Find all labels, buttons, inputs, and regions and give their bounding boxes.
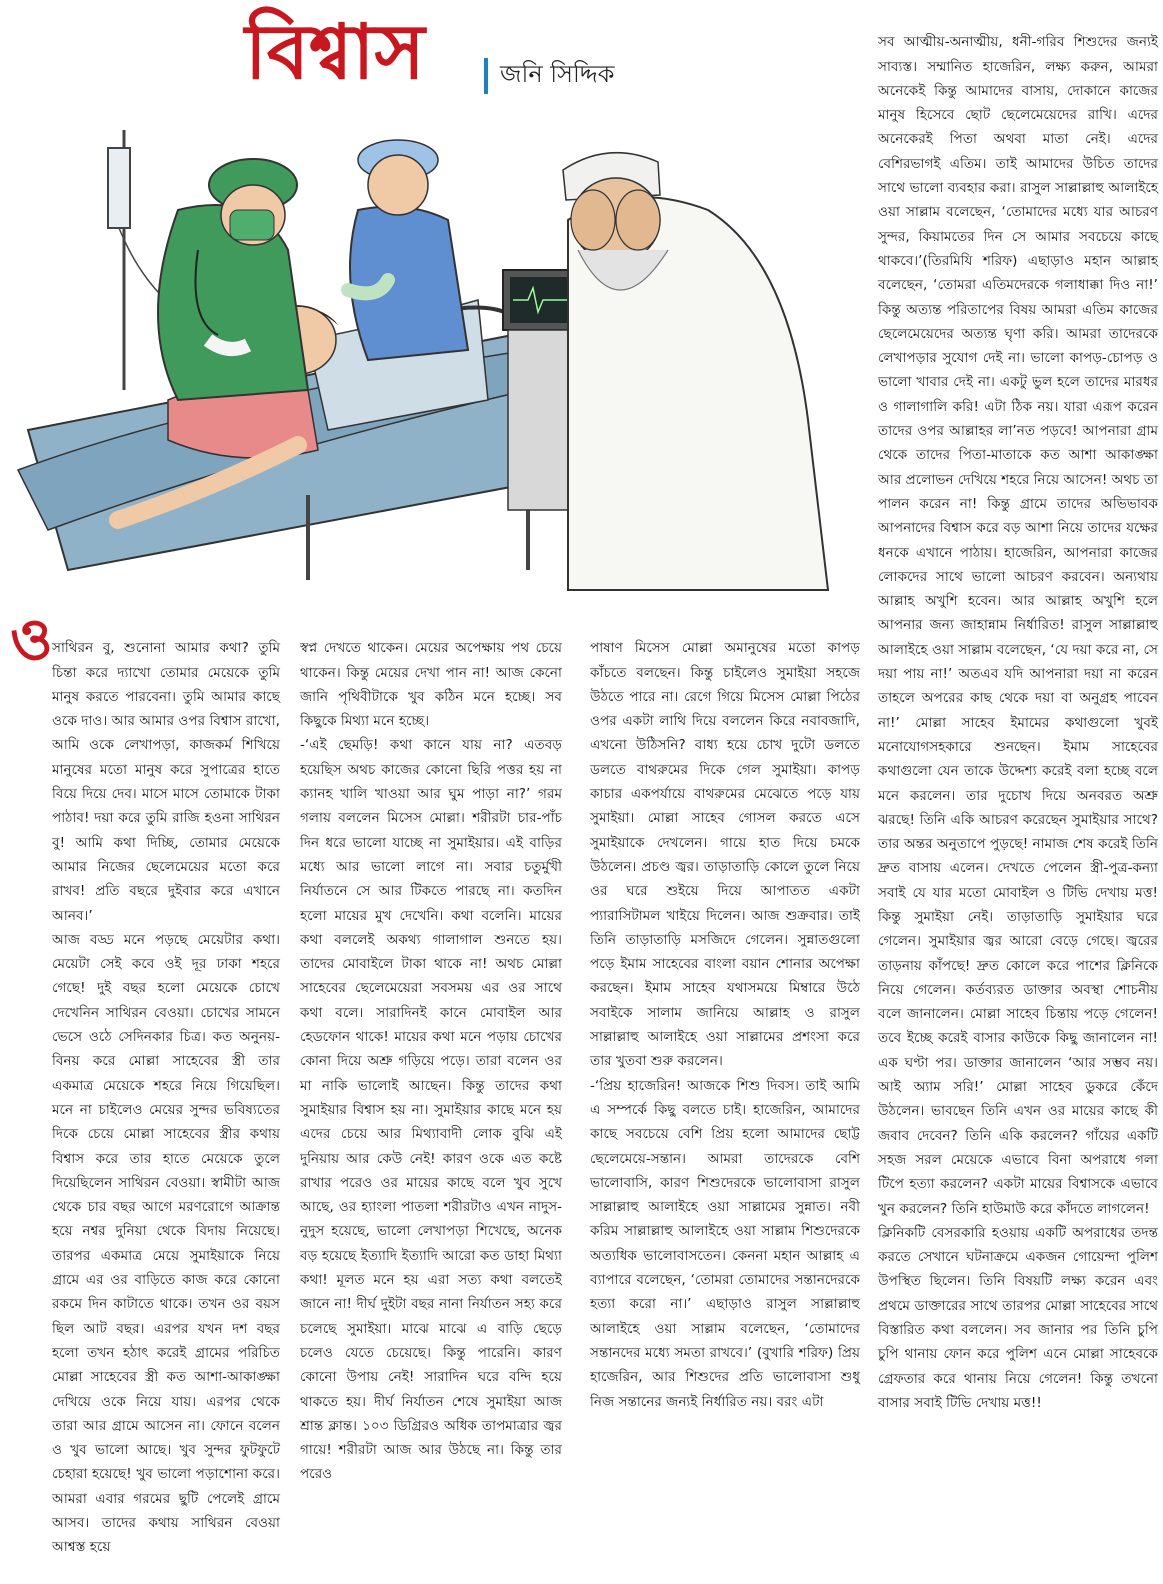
hospital-illustration (8, 100, 846, 600)
article-title: বিশ্বাস (245, 7, 425, 96)
article-column-3 (590, 612, 860, 1438)
article-column-1 (10, 605, 280, 1584)
author-name: জনি সিদ্দিক (500, 60, 615, 88)
nurse-figure (348, 140, 468, 360)
article-column-right (878, 6, 1158, 1440)
doctor-figure (158, 159, 308, 400)
column-1-text: সাথিরন বু, শুনোনা আমার কথা? তুমি চিন্তা করে দ্যাখো তোমার মেয়েকে তুমি মানুষ করতে পারবেনা। তুমি আমার কাছে ওকে দাও। আর আমার ওপর বিশ্বাস রাখো, আমি ওকে লেখাপড়া, কাজকর্ম শিখিয়ে মানুষের মতো মানুষ করে সুপাত্রের হাতে বিয়ে দিয়ে দেব। মাসে মাসে তোমাকে টাকা পাঠাব! দয়া করে তুমি রাজি হওনা সাথিরন বু! আমি কথা দিচ্ছি, তোমার মেয়েকে আমার নিজের ছেলেমেয়ের মতো করে রাখব! প্রতি বছরে দুইবার করে এখানে আনব।’ আজ বড্ড মনে পড়ছে মেয়েটার কথা। মেয়েটা সেই কবে ওই দূর ঢাকা শহরে গেছে! দুই বছর হলো মেয়েকে চোখে দেখেনিন সাথিরন বেওয়া। চোখের সামনে ভেসে ওঠে সেদিনকার চিত্র। কত অনুনয়-বিনয় করে মোল্লা সাহেবের স্ত্রী তার একমাত্র মেয়েকে শহরে নিয়ে গিয়েছিল। মনে না চাইলেও মেয়ের সুন্দর ভবিষ্যতের দিকে চেয়ে মোল্লা সাহেবের স্ত্রীর কথায় বিশ্বাস করে তার হাতে মেয়েকে তুলে দিয়েছিলেন সাথিরন বেওয়া। স্বামীটা আজ থেকে চার বছর আগে মরণরোগে আক্রান্ত হয়ে নশ্বর দুনিয়া থেকে বিদায় নিয়েছে। তারপর একমাত্র মেয়ে সুমাইয়াকে নিয়ে গ্রামে এর ওর বাড়িতে কাজ করে কোনো রকমে দিন কাটাতে থাকে। তখন ওর বয়স ছিল আট বছর। এরপর যখন দশ বছর হলো তখন হঠাৎ করেই গ্রামের পরিচিত মোল্লা সাহেবের স্ত্রী কত আশা-আকাঙ্ক্ষা দেখিয়ে ওকে নিয়ে যায়। এরপর থেকে তারা আর গ্রামে আসেন না। ফোনে বলেন ও খুব ভালো আছে। খুব সুন্দর ফুটফুটে চেহারা হয়েছে! খুব ভালো পড়াশোনা করে। আমরা এবার গরমের ছুটি পেলেই গ্রামে আসব। তাদের কথায় সাথিরন বেওয়া আশ্বস্ত হয়ে (52, 640, 280, 1556)
article-dropcap: ও (10, 605, 53, 673)
column-3-text: পাষাণ মিসেস মোল্লা অমানুষের মতো কাপড় কাঁচতে বলছেন। কিন্তু চাইলেও সুমাইয়া সহজে উঠতে পারে না। রেগে গিয়ে মিসেস মোল্লা পিঠের ওপর একটা লাথি দিয়ে বললেন কিরে নবাবজাদি, এখনো উঠিসনি? বাধ্য হয়ে চোখ দুটো ডলতে ডলতে বাথরুমের দিকে গেল সুমাইয়া। কাপড় কাচার একপর্যায়ে বাথরুমের মেঝেতে পড়ে যায় সুমাইয়া। মোল্লা সাহেব গোসল করতে এসে সুমাইয়াকে দেখলেন। গায়ে হাত দিয়ে চমকে উঠলেন। প্রচণ্ড জ্বর। তাড়াতাড়ি কোলে তুলে নিয়ে ওর ঘরে শুইয়ে দিয়ে আপাতত একটা প্যারাসিটামল খাইয়ে দিলেন। আজ শুক্রবার। তাই তিনি তাড়াতাড়ি মসজিদে গেলেন। সুন্নাতগুলো পড়ে ইমাম সাহেবের বাংলা বয়ান শোনার অপেক্ষা করছেন। ইমাম সাহেব যথাসময়ে মিম্বারে উঠে সবাইকে সালাম জানিয়ে আল্লাহ ও রাসুল সাল্লাল্লাহু আলাইহে ওয়া সাল্লামের প্রশংসা করে তার খুতবা শুরু করলেন। -‘প্রিয় হাজেরিন! আজকে শিশু দিবস। তাই আমি এ সম্পর্কে কিছু বলতে চাই। হাজেরিন, আমাদের কাছে সবচেয়ে বেশি প্রিয় হলো আমাদের ছোট্ট ছেলেমেয়ে-সন্তান। আমরা তাদেরকে বেশি ভালোবাসি, কারণ শিশুদেরকে ভালোবাসা রাসুল সাল্লাল্লাহু আলাইহে ওয়া সাল্লামের সুন্নাত। নবী করিম সাল্লাল্লাহু আলাইহে ওয়া সাল্লাম শিশুদেরকে অত্যধিক ভালোবাসতেন। কেননা মহান আল্লাহ এ ব্যাপারে বলেছেন, ‘তোমরা তোমাদের সন্তানদেরকে হত্যা করো না।’ এছাড়াও রাসুল সাল্লাল্লাহু আলাইহে ওয়া সাল্লাম বলেছেন, ‘তোমাদের সন্তানদের মধ্যে সমতা রাখবে।’ (বুখারি শরিফ) প্রিয় হাজেরিন, আর শিশুদের প্রতি ভালোবাসা শুধু নিজ সন্তানের জন্যই নির্ধারিত নয়। বরং এটা (590, 640, 860, 1410)
column-2-text: স্বপ্ন দেখতে থাকেন। মেয়ের অপেক্ষায় পথ চেয়ে থাকেন। কিন্তু মেয়ের দেখা পান না! আজ কেনো জানি পৃথিবীটাকে খুব কঠিন মনে হচ্ছে। সব কিছুকে মিথ্যা মনে হচ্ছে। -‘এই ছেমড়ি! কথা কানে যায় না? এতবড় হয়েছিস অথচ কাজের কোনো ছিরি পত্তর হয় না ক্যানহ খালি খাওয়া আর ঘুম পাড়া না?’ গরম গলায় বললেন মিসেস মোল্লা। শরীরটা চার-পাঁচ দিন ধরে ভালো যাচ্ছে না সুমাইয়ার। এই বাড়ির মধ্যে আর ভালো লাগে না। সবার চতুর্মুখী নির্যাতনে সে আর টিকতে পারছে না। কতদিন হলো মায়ের মুখ দেখেনি। কথা বলেনি। মায়ের কথা বললেই অকথ্য গালাগাল শুনতে হয়। তাদের মোবাইলে টাকা থাকে না! অথচ মোল্লা সাহেবের ছেলেমেয়েরা সবসময় এর ওর সাথে কথা বলে। সারাদিনই কানে মোবাইল আর হেডফোন থাকে! মায়ের কথা মনে পড়ায় চোখের কোনা দিয়ে অশ্রু গড়িয়ে পড়ে। তারা বলেন ওর মা নাকি ভালোই আছেন। কিন্তু তাদের কথা সুমাইয়ার বিশ্বাস হয় না। সুমাইয়ার কাছে মনে হয় এদের চেয়ে আর মিথ্যাবাদী লোক বুঝি এই দুনিয়ায় আর কেউ নেই! কারণ ওকে এত কষ্টে রাখার পরেও ওর মায়ের কাছে বলে খুব সুখে আছে, ওর হ্যাংলা পাতলা শরীরটাও এখন নাদুস-নুদুস হয়েছে, ভালো লেখাপড়া শিখেছে, অনেক বড় হয়েছে ইত্যাদি ইত্যাদি আরো কত ডাহা মিথ্যা কথা! মূলত মনে হয় এরা সত্য কথা বলতেই জানে না! দীর্ঘ দুইটা বছর নানা নির্যাতন সহ্য করে চলেছে সুমাইয়া। মাঝে মাঝে এ বাড়ি ছেড়ে চলেও যেতে চেয়েছে। কিন্তু পারেনি। কারণ কোনো উপায় নেই! সারাদিন ঘরে বন্দি হয়ে থাকতে হয়। দীর্ঘ নির্যাতন শেষে সুমাইয়া আজ শ্রান্ত ক্লান্ত। ১০৩ ডিগ্রিরও অধিক তাপমাত্রার জ্বর গায়ে! শরীরটা আজ আর উঠছে না। কিন্তু তার পরেও (300, 640, 562, 1483)
column-right-text: সব আত্মীয়-অনাত্মীয়, ধনী-গরিব শিশুদের জন্যই সাব্যস্ত। সম্মানিত হাজেরিন, লক্ষ্য করুন, আমরা অনেকেই কিন্তু আমাদের বাসায়, দোকানে কাজের মানুষ হিসেবে ছোট ছেলেমেয়েদের রাখি। এদের অনেকেরই পিতা অথবা মাতা নেই। এদের বেশিরভাগই এতিম। তাই আমাদের উচিত তাদের সাথে ভালো ব্যবহার করা। রাসুল সাল্লাল্লাহু আলাইহে ওয়া সাল্লাম বলেছেন, ‘তোমাদের মধ্যে যার আচরণ সুন্দর, কিয়ামতের দিন সে আমার সবচেয়ে কাছে থাকবে।’(তিরমিযি শরিফ) এছাড়াও মহান আল্লাহ বলেছেন, ‘তোমরা এতিমদেরকে গলাধাক্কা দিও না!’ কিন্তু অত্যন্ত পরিতাপের বিষয় আমরা এতিম কাজের ছেলেমেয়েদের অত্যন্ত ঘৃণা করি। আমরা তাদেরকে লেখাপড়ার সুযোগ দেই না। ভালো কাপড়-চোপড় ও ভালো খাবার দেই না। একটু ভুল হলে তাদের মারধর ও গালাগালি করি! এটা ঠিক নয়। যারা এরূপ করেন তাদের ওপর আল্লাহর লা’নত পড়বে! আপনারা গ্রাম থেকে তাদের পিতা-মাতাকে কত আশা আকাঙ্ক্ষা আর প্রলোভন দেখিয়ে শহরে নিয়ে আসেন! অথচ তা পালন করেন না! কিন্তু গ্রামে তাদের অভিভাবক আপনাদের বিশ্বাস করে বড় আশা নিয়ে তাদের যক্ষের ধনকে এখানে পাঠায়। হাজেরিন, আপনারা কাজের লোকদের সাথে ভালো আচরণ করবেন। অন্যথায় আল্লাহ অখুশি হবেন। আর আল্লাহ অখুশি হলে আপনার জন্য জাহান্নাম নির্ধারিত! রাসুল সাল্লাল্লাহু আলাইহে ওয়া সাল্লাম বলেছেন, ‘যে দয়া করে না, সে দয়া পায় না!’ অতএব যদি আপনারা দয়া না করেন তাহলে অপরের কাছ থেকে দয়া বা অনুগ্রহ পাবেন না!’ মোল্লা সাহেব ইমামের কথাগুলো খুবই মনোযোগসহকারে শুনছেন। ইমাম সাহেবের কথাগুলো যেন তাকে উদ্দেশ্য করেই বলা হচ্ছে বলে মনে করলেন। তার দুচোখ দিয়ে অনবরত অশ্রু ঝরছে! তিনি একি আচরণ করেছেন সুমাইয়ার সাথে? তার অন্তর অনুতাপে পুড়ছে! নামাজ শেষ করেই তিনি দ্রুত বাসায় এলেন। দেখতে পেলেন স্ত্রী-পুত্র-কন্যা সবাই যে যার মতো মোবাইল ও টিভি দেখায় মত্ত! কিন্তু সুমাইয়া নেই। তাড়াতাড়ি সুমাইয়ার ঘরে গেলেন। সুমাইয়ার জ্বর আরো বেড়ে গেছে। জ্বরের তাড়নায় কাঁপছে! দ্রুত কোলে করে পাশের ক্লিনিকে নিয়ে গেলেন। কর্তব্যরত ডাক্তার অবস্থা শোচনীয় বলে জানালেন। মোল্লা সাহেব চিন্তায় পড়ে গেলেন! তবে ইচ্ছে করেই বাসার কাউকে কিছু জানালেন না! এক ঘণ্টা পর। ডাক্তার জানালেন ‘আর সম্ভব নয়। আই অ্যাম সরি!’ মোল্লা সাহেব ডুকরে কেঁদে উঠলেন। ভাবছেন তিনি এখন ওর মায়ের কাছে কী জবাব দেবেন? তিনি একি করলেন? গাঁয়ের একটি সহজ সরল মেয়েকে এভাবে বিনা অপরাধে গলা টিপে হত্যা করলেন? একটা মায়ের বিশ্বাসকে এভাবে খুন করলেন? তিনি হাউমাউ করে কাঁদতে লাগলেন! ক্লিনিকটি বেসরকারি হওয়ায় একটি অপরাধের তদন্ত করতে সেখানে ঘটনাক্রমে একজন গোয়েন্দা পুলিশ উপস্থিত ছিলেন। তিনি বিষয়টি লক্ষ্য করেন এবং প্রথমে ডাক্তারের সাথে তারপর মোল্লা সাহেবের সাথে বিস্তারিত কথা বললেন। সব জানার পর তিনি চুপি চুপি থানায় ফোন করে পুলিশ এনে মোল্লা সাহেবকে গ্রেফতার করে থানায় নিয়ে গেলেন! কিন্তু তখনো বাসার সবাই টিভি দেখায় মত্ত!! (878, 34, 1158, 1411)
elderly-man-figure (563, 153, 828, 590)
title-divider (484, 58, 488, 94)
article-column-2 (300, 612, 562, 1511)
